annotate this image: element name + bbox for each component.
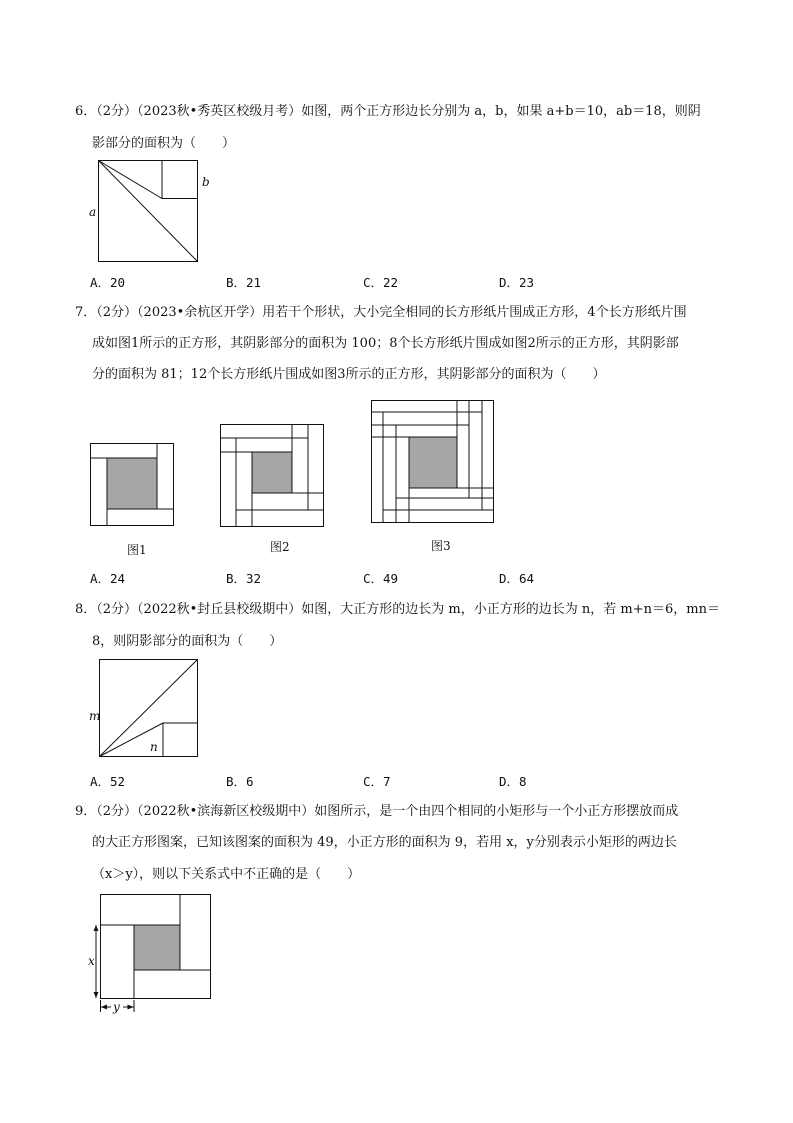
q6-line-1: 6．（2分）（2023秋•秀英区校级月考）如图，两个正方形边长分别为 a，b，如果 a+b＝10，ab＝18，则阴: [75, 104, 701, 119]
q6-option-d[interactable]: D．23: [499, 275, 535, 290]
q9-label-x: x: [88, 954, 95, 968]
q8-label-m: m: [89, 709, 101, 723]
q7-figure-1: [90, 443, 176, 561]
q7-option-a[interactable]: A．24: [90, 571, 126, 586]
q6-figure: [89, 160, 218, 266]
q9-line-3: （x＞y），则以下关系式中不正确的是（ ）: [92, 867, 361, 882]
q7-figure-2: [220, 424, 326, 558]
q7-option-d[interactable]: D．64: [499, 571, 535, 586]
q6-line-2: 影部分的面积为（ ）: [92, 136, 236, 151]
q7-line-2: 成如图1所示的正方形，其阴影部分的面积为 100；8个长方形纸片围成如图2所示的正方形，其阴影部: [92, 336, 679, 351]
q8-figure: [89, 659, 209, 759]
q7-options: [90, 569, 650, 587]
q6-option-a[interactable]: A．20: [90, 275, 126, 290]
q8-label-n: n: [150, 740, 158, 754]
q8-option-b[interactable]: B．6: [226, 774, 254, 789]
q6-options: [90, 273, 650, 291]
q8-option-d[interactable]: D．8: [499, 774, 527, 789]
q6-option-c[interactable]: C．22: [363, 275, 399, 290]
q9-line-2: 的大正方形图案，已知该图案的面积为 49，小正方形的面积为 9，若用 x，y分别表示小矩形的两边长: [92, 835, 677, 850]
q8-option-a[interactable]: A．52: [90, 774, 126, 789]
q7-line-1: 7．（2分）（2023•余杭区开学）用若干个形状，大小完全相同的长方形纸片围成正方形，4个长方形纸片围: [75, 305, 687, 320]
q6-label-b: b: [202, 175, 210, 189]
q9-figure: [84, 894, 216, 1018]
q8-line-2: 8，则阴影部分的面积为（ ）: [92, 634, 283, 649]
q7-figure-3: [371, 400, 497, 556]
q7-caption-1: 图1: [127, 543, 147, 557]
q6-label-a: a: [89, 205, 97, 219]
q6-option-b[interactable]: B．21: [226, 275, 262, 290]
q8-options: [90, 772, 650, 790]
q7-option-c[interactable]: C．49: [363, 571, 399, 586]
q7-option-b[interactable]: B．32: [226, 571, 262, 586]
q9-line-1: 9．（2分）（2022秋•滨海新区校级期中）如图所示，是一个由四个相同的小矩形与一个小正方形摆放而成: [75, 804, 679, 819]
q8-line-1: 8．（2分）（2022秋•封丘县校级期中）如图，大正方形的边长为 m，小正方形的边长为 n，若 m+n＝6，mn＝: [75, 602, 720, 617]
q8-option-c[interactable]: C．7: [363, 774, 391, 789]
q7-line-3: 分的面积为 81；12个长方形纸片围成如图3所示的正方形，其阴影部分的面积为（ ）: [92, 367, 606, 382]
q7-caption-3: 图3: [431, 539, 451, 553]
q9-label-y: y: [113, 1000, 120, 1014]
q7-caption-2: 图2: [270, 540, 290, 554]
